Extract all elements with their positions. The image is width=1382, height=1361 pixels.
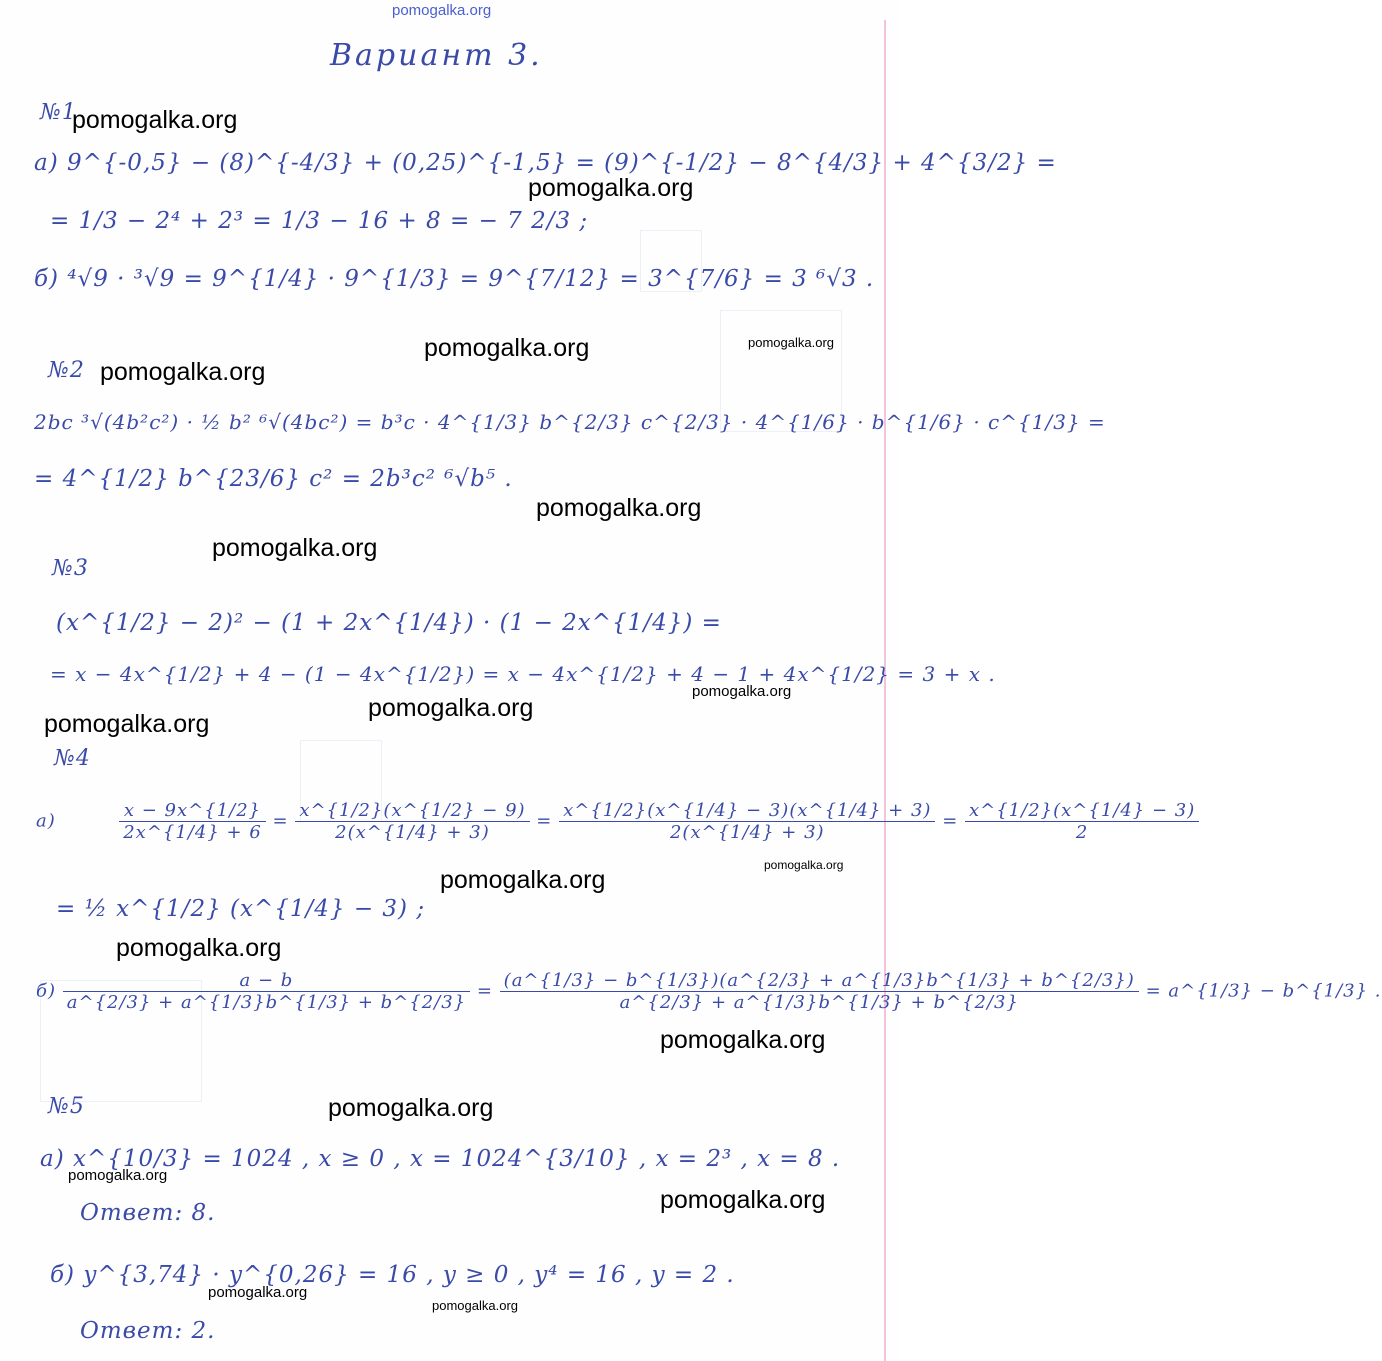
watermark: pomogalka.org: [660, 1026, 826, 1054]
task4-b-prefix: б): [36, 980, 57, 1002]
task4-a-row: а) $\frac{x - 9x\^{}\{1/2\}}{2x\^{}\{1/4\} + 6}$ = $\frac{x\^{}\{1/2\}(x\^{}\{1/2\} - 9)}{2(x\^{}\{1/4\} + 3)}$ = $\frac{x\^{}\{1/2\}(x\^{}\{1/4\} - 3)(x\^{}\{1/4\} + 3)}{2(x\^{}\{1/4\} + 3)}$ = $\frac{x\^{}\{1/2\}(x\^{}\{1/4\} - 3)}{2}$: [36, 800, 1199, 843]
watermark: pomogalka.org: [100, 358, 266, 386]
watermark: pomogalka.org: [72, 106, 238, 134]
task5-a-answer: Ответ: 8.: [80, 1200, 216, 1226]
task4-b-fraction-2: $\frac{(a\^{}\{1/3\} - b\^{}\{1/3\})(a\^{}\{2/3\} + a\^{}\{1/3\}b\^{}\{1/3\} + b\^{}\{2/3\})}{a\^{}\{2/3\} + a\^{}\{1/3\}b\^{}\{1/3\} + b\^{}\{2/3\}}$: [500, 970, 1139, 1013]
watermark: pomogalka.org: [432, 1298, 518, 1313]
watermark: pomogalka.org: [764, 858, 844, 872]
task4-b-fraction-1: $\frac{a - b}{a\^{}\{2/3\} + a\^{}\{1/3\}b\^{}\{1/3\} + b\^{}\{2/3\}}$: [63, 970, 470, 1013]
task5-b-line: б) y^{3,74} · y^{0,26} = 16 , y ≥ 0 , y⁴ = 16 , y = 2 .: [50, 1262, 735, 1288]
task4-a-fraction-3: $\frac{x\^{}\{1/2\}(x\^{}\{1/4\} - 3)(x\^{}\{1/4\} + 3)}{2(x\^{}\{1/4\} + 3)}$: [559, 800, 935, 843]
task1-a-line2: = 1/3 − 2⁴ + 2³ = 1/3 − 16 + 8 = − 7 2/3 ;: [50, 208, 589, 234]
task2-line2: = 4^{1/2} b^{23/6} c² = 2b³c² ⁶√b⁵ .: [34, 466, 513, 492]
task5-a-line: а) x^{10/3} = 1024 , x ≥ 0 , x = 1024^{3/10} , x = 2³ , x = 8 .: [40, 1146, 841, 1172]
watermark: pomogalka.org: [692, 683, 792, 700]
watermark: pomogalka.org: [116, 934, 282, 962]
task4-a-fraction-2: $\frac{x\^{}\{1/2\}(x\^{}\{1/2\} - 9)}{2(x\^{}\{1/4\} + 3)}$: [295, 800, 529, 843]
watermark: pomogalka.org: [44, 710, 210, 738]
page-title: Вариант 3.: [330, 38, 543, 73]
task5-label: №5: [48, 1094, 85, 1119]
task3-line2: = x − 4x^{1/2} + 4 − (1 − 4x^{1/2}) = x − 4x^{1/2} + 4 − 1 + 4x^{1/2} = 3 + x .: [50, 662, 996, 686]
watermark: pomogalka.org: [208, 1284, 308, 1301]
watermark: pomogalka.org: [212, 534, 378, 562]
watermark: pomogalka.org: [368, 694, 534, 722]
task2-label: №2: [48, 358, 85, 383]
watermark: pomogalka.org: [660, 1186, 826, 1214]
watermark: pomogalka.org: [68, 1167, 168, 1184]
task3-line1: (x^{1/2} − 2)² − (1 + 2x^{1/4}) · (1 − 2x^{1/4}) =: [56, 610, 722, 636]
task4-b-result: = a^{1/3} − b^{1/3} .: [1145, 980, 1382, 1002]
task2-line1: 2bc ³√(4b²c²) · ½ b² ⁶√(4bc²) = b³c · 4^{1/3} b^{2/3} c^{2/3} · 4^{1/6} · b^{1/6} · c^{1/3} =: [34, 410, 1106, 434]
watermark: pomogalka.org: [328, 1094, 494, 1122]
watermark: pomogalka.org: [536, 494, 702, 522]
task4-a-fraction-4: $\frac{x\^{}\{1/2\}(x\^{}\{1/4\} - 3)}{2}$: [965, 800, 1199, 843]
site-link[interactable]: pomogalka.org: [392, 2, 492, 19]
watermark: pomogalka.org: [748, 335, 834, 350]
task5-b-answer: Ответ: 2.: [80, 1318, 216, 1344]
page-margin-line: [884, 20, 886, 1361]
task4-a-prefix: а): [36, 810, 56, 832]
task3-label: №3: [52, 556, 89, 581]
watermark: pomogalka.org: [424, 334, 590, 362]
watermark: pomogalka.org: [440, 866, 606, 894]
task1-b-line: б) ⁴√9 · ³√9 = 9^{1/4} · 9^{1/3} = 9^{7/12} = 3^{7/6} = 3 ⁶√3 .: [34, 266, 875, 292]
task4-label: №4: [54, 746, 91, 771]
task4-a-result: = ½ x^{1/2} (x^{1/4} − 3) ;: [56, 896, 426, 922]
task1-a-line1: а) 9^{-0,5} − (8)^{-4/3} + (0,25)^{-1,5} = (9)^{-1/2} − 8^{4/3} + 4^{3/2} =: [34, 150, 1057, 176]
task4-a-fraction-1: $\frac{x - 9x\^{}\{1/2\}}{2x\^{}\{1/4\} + 6}$: [119, 800, 266, 843]
task4-b-row: б) $\frac{a - b}{a\^{}\{2/3\} + a\^{}\{1/3\}b\^{}\{1/3\} + b\^{}\{2/3\}}$ = $\frac{(a\^{}\{1/3\} - b\^{}\{1/3\})(a\^{}\{2/3\} + a\^{}\{1/3\}b\^{}\{1/3\} + b\^{}\{2/3\})}{a\^{}\{2/3\} + a\^{}\{1/3\}b\^{}\{1/3\} + b\^{}\{2/3\}}$ = a^{1/3} − b^{1/3} .: [36, 970, 1382, 1013]
task1-label: №1: [40, 100, 77, 125]
watermark: pomogalka.org: [528, 174, 694, 202]
